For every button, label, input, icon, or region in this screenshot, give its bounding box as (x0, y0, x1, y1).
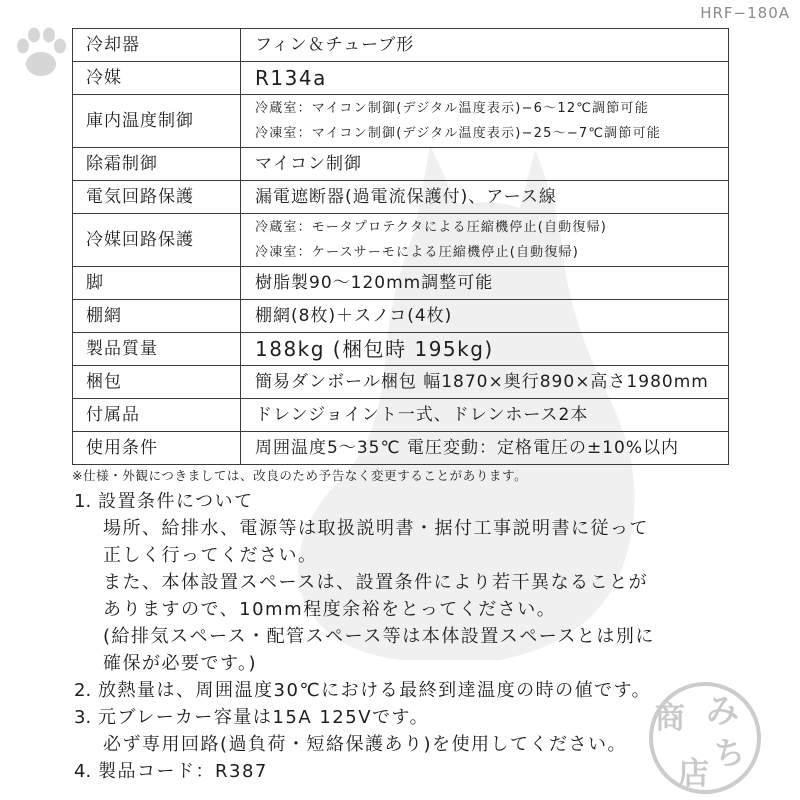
spec-value: ドレンジョイント一式、ドレンホース2本 (241, 399, 729, 432)
spec-label: 庫内温度制御 (73, 95, 241, 148)
model-number: HRF−180A (700, 4, 790, 22)
note-text: 場所、給排水、電源等は取扱説明書・据付工事説明書に従って (103, 518, 649, 539)
note-number: 4. (74, 761, 92, 782)
notes-list (74, 488, 774, 785)
spec-value-line: 冷凍室：マイコン制御(デジタル温度表示)−25～−7℃調節可能 (255, 126, 661, 141)
spec-row-weight (73, 333, 729, 366)
spec-row-operating-conditions (73, 432, 729, 465)
spec-row-electrical-protection (73, 181, 729, 214)
note-2 (74, 677, 774, 704)
stamp-char: ち (714, 736, 745, 772)
note-text: (給排気スペース・配管スペース等は本体設置スペースとは別に (103, 626, 655, 647)
spec-row-refrigerant (73, 62, 729, 95)
spec-label: 棚網 (73, 300, 241, 333)
note-line (74, 758, 774, 785)
spec-value: フィン＆チューブ形 (241, 29, 729, 62)
note-text: 放熱量は、周囲温度30℃における最終到達温度の時の値です。 (98, 680, 652, 701)
spec-value (241, 214, 729, 267)
spec-label: 除霜制御 (73, 148, 241, 181)
spec-row-shelves (73, 300, 729, 333)
note-text: 確保が必要です。) (103, 653, 258, 674)
spec-label: 電気回路保護 (73, 181, 241, 214)
stamp-char: み (706, 691, 739, 730)
note-line (74, 704, 774, 731)
paw-print-icon (17, 28, 66, 77)
spec-value-line: 冷蔵室：マイコン制御(デジタル温度表示)−6～12℃調節可能 (255, 101, 649, 116)
note-number: 1. (74, 491, 92, 512)
spec-row-cooler (73, 29, 729, 62)
spec-value: 棚網(8枚)＋スノコ(4枚) (241, 300, 729, 333)
stamp-char: 店 (678, 756, 709, 792)
spec-value: マイコン制御 (241, 148, 729, 181)
spec-row-legs (73, 267, 729, 300)
note-text: 設置条件について (98, 491, 254, 512)
spec-value: 簡易ダンボール梱包 幅1870×奥行890×高さ1980mm (241, 366, 729, 399)
spec-row-refrigerant-circuit-protection (73, 214, 729, 267)
spec-value (241, 95, 729, 148)
note-text: また、本体設置スペースは、設置条件により若干異なることが (103, 572, 649, 593)
note-line (74, 488, 774, 515)
spec-table (72, 28, 729, 465)
note-text: 必ず専用回路(過負荷・短絡保護あり)を使用してください。 (103, 734, 628, 755)
note-4 (74, 758, 774, 785)
note-line (74, 677, 774, 704)
stamp-char: 商 (655, 701, 685, 736)
spec-value: 樹脂製90～120mm調整可能 (241, 267, 729, 300)
note-text: 元ブレーカー容量は15A 125Vです。 (98, 707, 430, 728)
spec-row-defrost-control (73, 148, 729, 181)
spec-label: 脚 (73, 267, 241, 300)
spec-label: 冷媒回路保護 (73, 214, 241, 267)
spec-value: 周囲温度5～35℃ 電圧変動：定格電圧の±10%以内 (241, 432, 729, 465)
spec-value-line: 冷蔵室：モータプロテクタによる圧縮機停止(自動復帰) (255, 220, 608, 235)
spec-row-packaging (73, 366, 729, 399)
spec-disclaimer: ※仕様・外観につきましては、改良のため予告なく変更することがあります。 (72, 468, 528, 483)
spec-row-temperature-control (73, 95, 729, 148)
spec-row-accessories (73, 399, 729, 432)
note-number: 3. (74, 707, 92, 728)
spec-label: 冷却器 (73, 29, 241, 62)
spec-label: 梱包 (73, 366, 241, 399)
spec-label: 冷媒 (73, 62, 241, 95)
note-3 (74, 704, 774, 758)
note-text: 正しく行ってください。 (103, 545, 318, 566)
spec-label: 付属品 (73, 399, 241, 432)
spec-value: 188kg (梱包時 195kg) (241, 333, 729, 366)
spec-value: R134a (241, 62, 729, 95)
note-number: 2. (74, 680, 92, 701)
spec-label: 使用条件 (73, 432, 241, 465)
note-text: ありますので、10mm程度余裕をとってください。 (103, 599, 557, 620)
spec-value: 漏電遮断器(過電流保護付)、アース線 (241, 181, 729, 214)
spec-value-line: 冷凍室：ケースサーモによる圧縮機停止(自動復帰) (255, 245, 580, 260)
note-1 (74, 488, 774, 677)
note-text: 製品コード：R387 (98, 761, 268, 782)
spec-label: 製品質量 (73, 333, 241, 366)
